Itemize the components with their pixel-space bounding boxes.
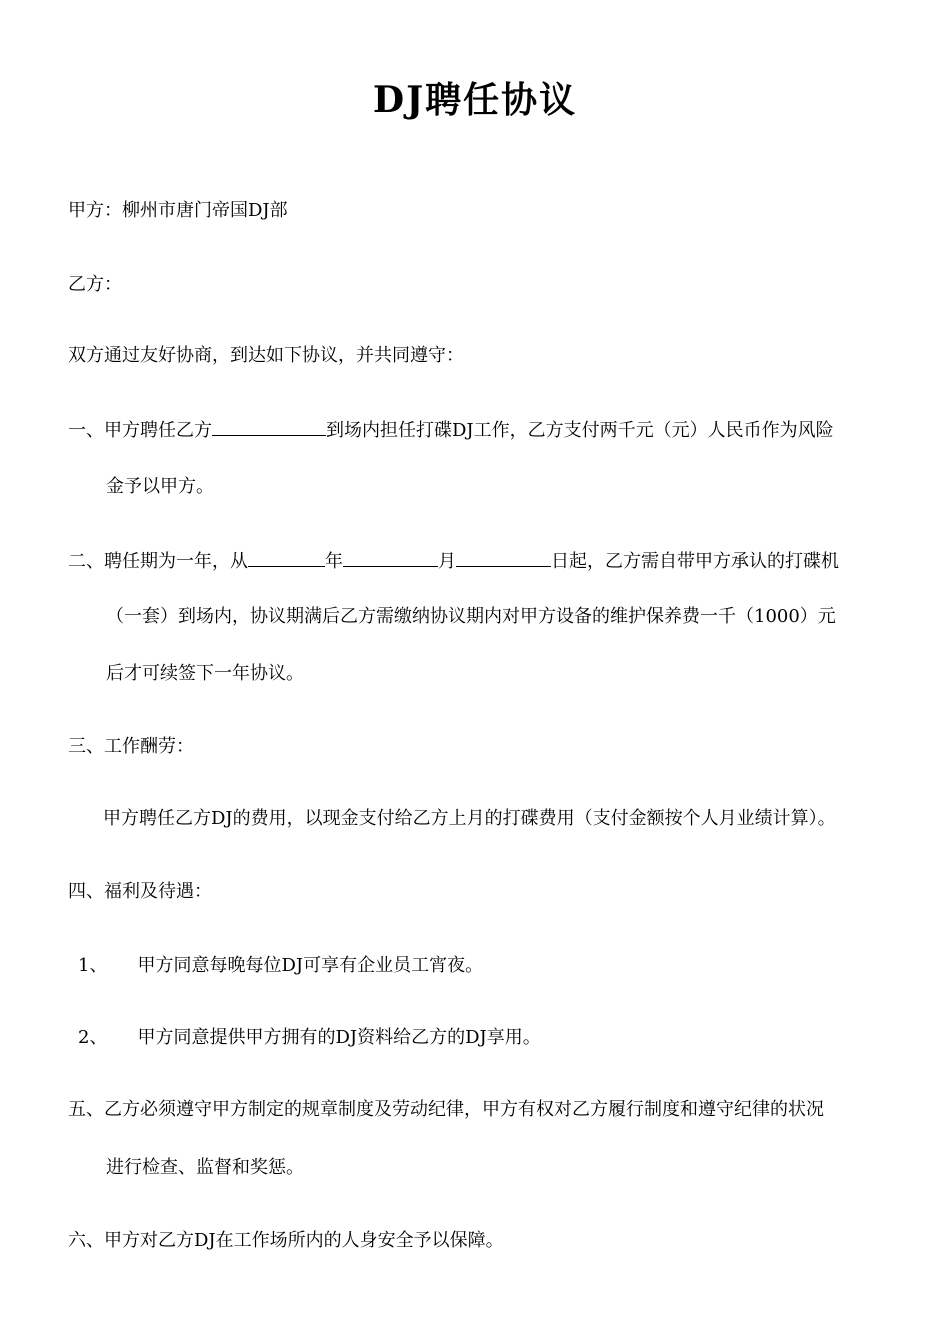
benefit-item-2 <box>78 1023 541 1053</box>
clause-1-line-1 <box>68 413 834 446</box>
benefit-item-1 <box>78 951 483 981</box>
benefit-item-text: 甲方同意提供甲方拥有的DJ资料给乙方的DJ享用。 <box>137 1027 541 1048</box>
clause-1-text: 到场内担任打碟DJ工作，乙方支付两千元（元）人民币作为风险 <box>326 420 834 441</box>
clause-2-line-1 <box>68 544 839 577</box>
clause-2-text: 日起，乙方需自带甲方承认的打碟机 <box>551 551 839 572</box>
employee-name-blank <box>212 413 326 436</box>
intro-line: 双方通过友好协商，到达如下协议，并共同遵守： <box>68 345 464 366</box>
party-a-line: 甲方：柳州市唐门帝国DJ部 <box>68 200 288 221</box>
clause-1-prefix: 一、甲方聘任乙方 <box>68 420 212 441</box>
benefit-item-number: 2、 <box>78 1027 108 1048</box>
clause-2-line-2: （一套）到场内，协议期满后乙方需缴纳协议期内对甲方设备的维护保养费一千（1000）元 <box>106 606 836 627</box>
day-blank <box>456 544 551 567</box>
clause-1-line-2: 金予以甲方。 <box>106 476 214 497</box>
benefit-item-text: 甲方同意每晚每位DJ可享有企业员工宵夜。 <box>137 955 484 976</box>
month-label: 月 <box>438 551 456 572</box>
clause-3-heading: 三、工作酬劳： <box>68 736 194 757</box>
clause-6-line-1: 六、甲方对乙方DJ在工作场所内的人身安全予以保障。 <box>68 1230 504 1251</box>
clause-3-body: 甲方聘任乙方DJ的费用，以现金支付给乙方上月的打碟费用（支付金额按个人月业绩计算）。 <box>103 808 836 829</box>
clause-2-prefix: 二、聘任期为一年，从 <box>68 551 248 572</box>
document-title: DJ聘任协议 <box>372 79 578 121</box>
clause-5-line-2: 进行检查、监督和奖惩。 <box>106 1157 304 1178</box>
party-b-line: 乙方： <box>68 274 122 295</box>
year-label: 年 <box>325 551 343 572</box>
clause-5-line-1: 五、乙方必须遵守甲方制定的规章制度及劳动纪律，甲方有权对乙方履行制度和遵守纪律的状况 <box>68 1099 824 1120</box>
clause-4-heading: 四、福利及待遇： <box>68 881 212 902</box>
year-blank <box>248 544 325 567</box>
clause-2-line-3: 后才可续签下一年协议。 <box>106 663 304 684</box>
benefit-item-number: 1、 <box>78 955 108 976</box>
month-blank <box>343 544 438 567</box>
